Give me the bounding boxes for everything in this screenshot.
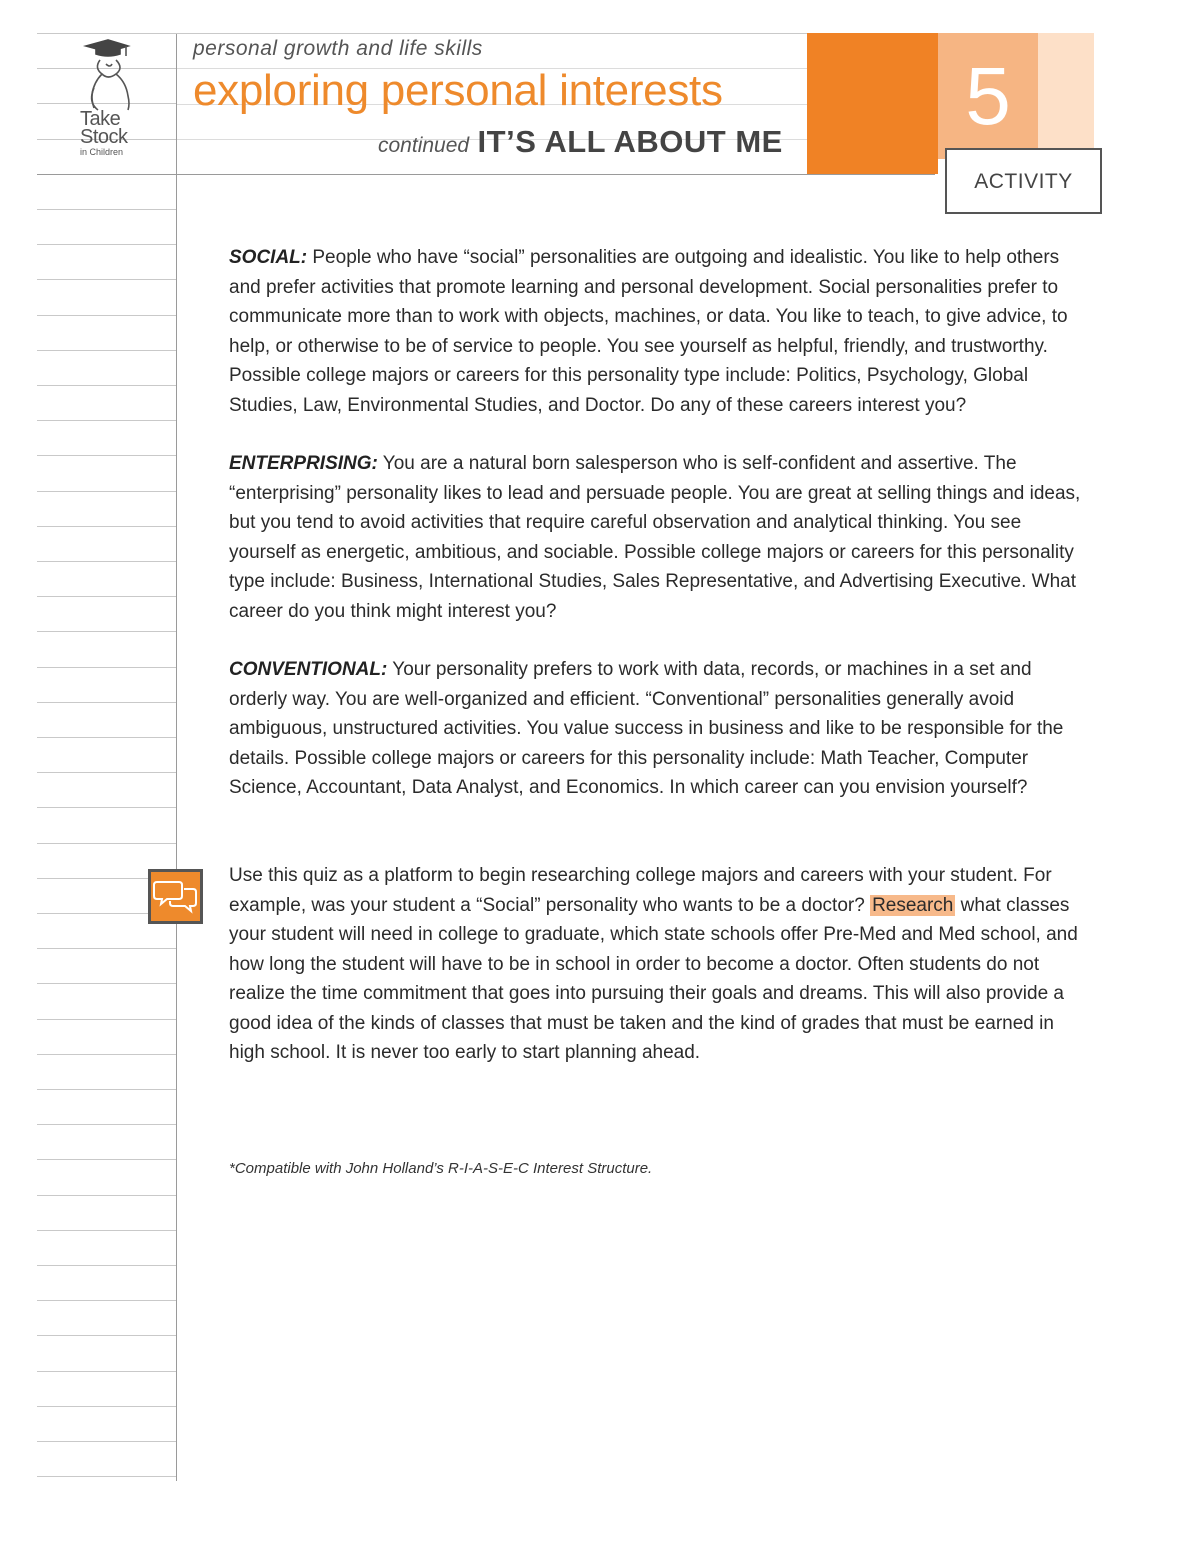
ruled-line <box>37 1195 176 1196</box>
section-text: People who have “social” personalities are outgoing and idealistic. You like to help others and prefer activities that promote learning and personal development. Social personalities prefer to communicate more than to work with objects, machines, or data. You like to teach, to give advice, to help, or otherwise to be of service to people. You see yourself as helpful, friendly, and trustworthy. Possible college majors or careers for this personality type include: Politics, Psychology, Global Studies, Law, Environmental Studies, and Doctor. Do any of these careers interest you? <box>229 247 1068 416</box>
footnote: *Compatible with John Holland’s R-I-A-S-E-C Interest Structure. <box>229 1160 653 1177</box>
ruled-line <box>37 983 176 984</box>
accent-block <box>807 33 938 174</box>
ruled-line <box>37 772 176 773</box>
highlighted-word: Research <box>872 894 954 916</box>
ruled-line <box>37 1230 176 1231</box>
ruled-line <box>37 315 176 316</box>
section-text: Your personality prefers to work with data, records, or machines in a set and orderly way. You are well-organized and efficient. “Conventional” personalities generally avoid ambiguous, unstructured activities. You value success in business and like to be responsible for the details. Possible college majors or careers for this personality include: Math Teacher, Computer Science, Accountant, Data Analyst, and Economics. In which career can you envision yourself? <box>229 659 1064 798</box>
accent-block-pale <box>1038 33 1094 159</box>
ruled-line <box>37 631 176 632</box>
section-text: You are a natural born salesperson who is self-confident and assertive. The “enterprising” personality likes to lead and persuade people. You are great at selling things and ideas, but you tend to avoid activities that require careful observation and analytical thinking. You see yourself as energetic, ambitious, and sociable. Possible college majors or careers for this personality type include: Business, International Studies, Sales Representative, and Advertising Executive. What career do you think might interest you? <box>229 453 1081 622</box>
ruled-line <box>37 596 176 597</box>
ruled-line <box>37 1441 176 1442</box>
ruled-line <box>37 279 176 280</box>
ruled-line <box>37 1335 176 1336</box>
ruled-line <box>37 667 176 668</box>
logo-line: Take <box>80 108 121 130</box>
header-top-rule <box>37 33 807 34</box>
ruled-line <box>37 561 176 562</box>
ruled-line <box>37 1124 176 1125</box>
social-section <box>229 243 1089 420</box>
activity-number: 5 <box>965 51 1011 142</box>
activity-badge <box>945 148 1102 214</box>
ruled-line <box>37 807 176 808</box>
logo-line: Stock <box>80 126 128 148</box>
page-title: exploring personal interests <box>193 66 723 115</box>
ruled-line <box>37 1476 176 1477</box>
tip-paragraph <box>229 861 1089 1068</box>
ruled-line <box>37 843 176 844</box>
section-term: ENTERPRISING: <box>229 453 378 474</box>
ruled-line <box>37 1371 176 1372</box>
ruled-line <box>37 1300 176 1301</box>
chat-bubbles-icon <box>148 869 203 924</box>
ruled-margin <box>37 0 176 1485</box>
ruled-line <box>37 1019 176 1020</box>
activity-label: ACTIVITY <box>974 170 1073 193</box>
tip-text: Use this quiz as a platform to begin researching college majors and careers with your student. For example, was your student a “Social” personality who wants to be a doctor? <box>229 865 1052 916</box>
ruled-line <box>37 209 176 210</box>
ruled-line <box>37 526 176 527</box>
ruled-line <box>37 1054 176 1055</box>
header-bottom-rule <box>37 174 935 175</box>
ruled-line <box>37 455 176 456</box>
ruled-line <box>37 1159 176 1160</box>
logo-line: in Children <box>80 147 124 157</box>
section-term: CONVENTIONAL: <box>229 659 388 680</box>
enterprising-section <box>229 449 1089 626</box>
ruled-line <box>37 1406 176 1407</box>
ruled-line <box>37 491 176 492</box>
series-title: personal growth and life skills <box>193 37 483 60</box>
margin-divider <box>176 33 177 1481</box>
ruled-line <box>37 1089 176 1090</box>
subtitle-row <box>378 124 783 160</box>
logo-wordmark <box>80 110 150 157</box>
ruled-line <box>37 244 176 245</box>
ruled-line <box>37 1265 176 1266</box>
page-subtitle: IT’S ALL ABOUT ME <box>477 124 783 159</box>
continued-label: continued <box>378 134 470 157</box>
conventional-section <box>229 655 1089 803</box>
section-term: SOCIAL: <box>229 247 308 268</box>
ruled-line <box>37 737 176 738</box>
ruled-line <box>37 948 176 949</box>
tip-text: what classes your student will need in college to graduate, which state schools offer Pre-Med and Med school, and how long the student will have to be in school in order to become a doctor. Often students do not realize the time commitment that goes into pursuing their goals and dreams. This will also provide a good idea of the kinds of classes that must be taken and the kind of grades that must be earned in high school. It is never too early to start planning ahead. <box>229 894 1078 1063</box>
ruled-line <box>37 385 176 386</box>
ruled-line <box>37 702 176 703</box>
ruled-line <box>37 420 176 421</box>
ruled-line <box>37 350 176 351</box>
